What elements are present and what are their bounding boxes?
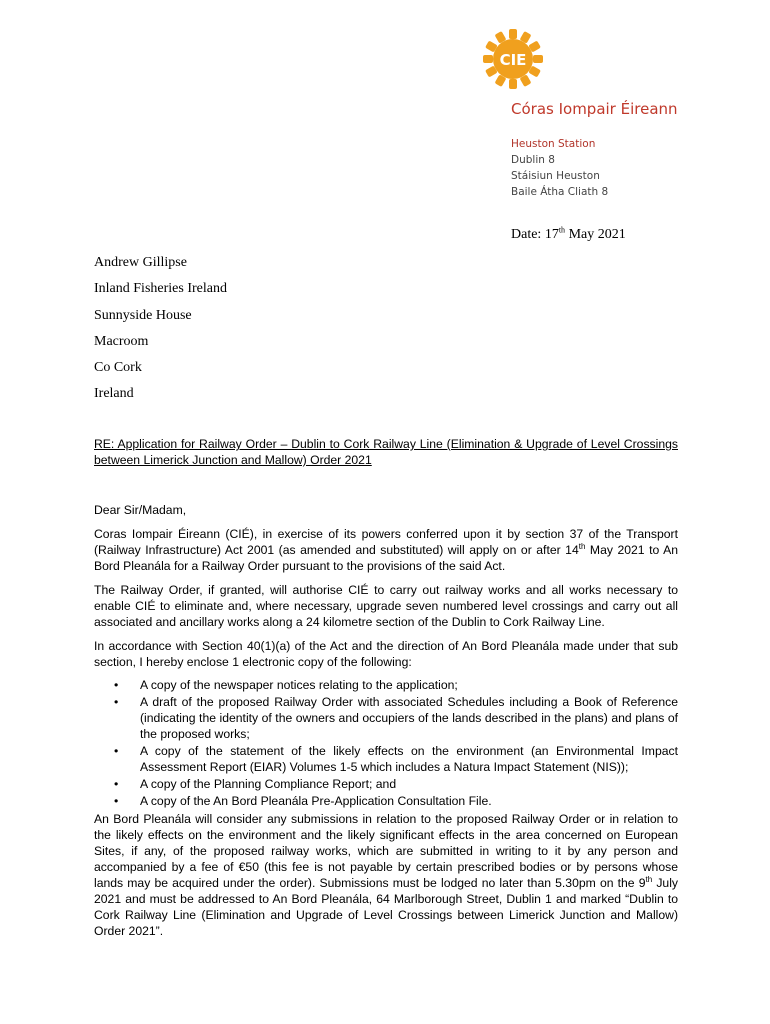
list-item: • A copy of the newspaper notices relating to the application; bbox=[94, 677, 678, 693]
recipient-address bbox=[94, 254, 227, 412]
recipient-line: Andrew Gillipse bbox=[94, 255, 187, 270]
cie-logo bbox=[482, 28, 544, 90]
enclosures-list bbox=[94, 677, 678, 810]
logo-text: CIE bbox=[499, 51, 527, 69]
org-name: Córas Iompair Éireann bbox=[511, 100, 678, 118]
letter-date bbox=[511, 227, 626, 243]
date-prefix: Date: 17 bbox=[511, 227, 559, 242]
recipient-line: Macroom bbox=[94, 333, 149, 349]
recipient-line: Ireland bbox=[94, 386, 134, 402]
subject-line: RE: Application for Railway Order – Dublin to Cork Railway Line (Elimination & Upgrade of Level Crossings between Limerick Junction and Mallow) Order 2021 bbox=[94, 437, 678, 467]
paragraph-2: The Railway Order, if granted, will authorise CIÉ to carry out railway works and all works necessary to enable CIÉ to eliminate and, where necessary, upgrade seven numbered level crossings and carry out all associated and ancillary works along a 24 kilometre section of the Dublin to Cork Railway Line. bbox=[94, 583, 678, 629]
letterhead-address bbox=[511, 136, 608, 200]
date-sup: th bbox=[558, 225, 566, 235]
salutation: Dear Sir/Madam, bbox=[94, 503, 187, 517]
recipient-line: Inland Fisheries Ireland bbox=[94, 281, 227, 297]
date-suffix: May 2021 bbox=[565, 227, 626, 242]
list-item: • A copy of the Planning Compliance Report; and bbox=[94, 776, 678, 792]
address-line: Stáisiun Heuston bbox=[511, 170, 600, 182]
list-item: • A copy of the statement of the likely effects on the environment (an Environmental Impact Assessment Report (EIAR) Volumes 1-5 which includes a Natura Impact Statement (NIS)); bbox=[94, 743, 678, 775]
recipient-line: Co Cork bbox=[94, 360, 142, 376]
paragraph-4: An Bord Pleanála will consider any submissions in relation to the proposed Railway Order or in relation to the likely effects on the environment and the likely significant effects in the area concerned on European Sites, if any, of the proposed railway works, which are submitted in writing to it by any person and accompanied by a fee of €50 (this fee is not payable by certain prescribed bodies or by persons whose lands may be acquired under the order). Submissions must be lodged no later than 5.30pm on the 9th July 2021 and must be addressed to An Bord Pleanála, 64 Marlborough Street, Dublin 1 and marked “Dublin to Cork Railway Line (Elimination and Upgrade of Level Crossings between Limerick Junction and Mallow) Order 2021”. bbox=[94, 812, 679, 938]
paragraph-1: Coras Iompair Éireann (CIÉ), in exercise of its powers conferred upon it by section 37 of the Transport (Railway Infrastructure) Act 2001 (as amended and substituted) will apply on or after 14th May 2021 to An Bord Pleanála for a Railway Order pursuant to the provisions of the said Act. bbox=[94, 527, 678, 573]
address-line: Dublin 8 bbox=[511, 154, 555, 166]
list-item: • A draft of the proposed Railway Order with associated Schedules including a Book of Reference (indicating the identity of the owners and occupiers of the lands described in the plans) and plans of the proposed works; bbox=[94, 694, 678, 742]
address-line: Baile Átha Cliath 8 bbox=[511, 186, 609, 198]
list-item: • A copy of the An Bord Pleanála Pre-Application Consultation File. bbox=[94, 793, 678, 809]
station-name: Heuston Station bbox=[511, 138, 596, 150]
recipient-line: Sunnyside House bbox=[94, 307, 192, 323]
paragraph-3: In accordance with Section 40(1)(a) of the Act and the direction of An Bord Pleanála made under that sub section, I hereby enclose 1 electronic copy of the following: bbox=[94, 639, 678, 669]
